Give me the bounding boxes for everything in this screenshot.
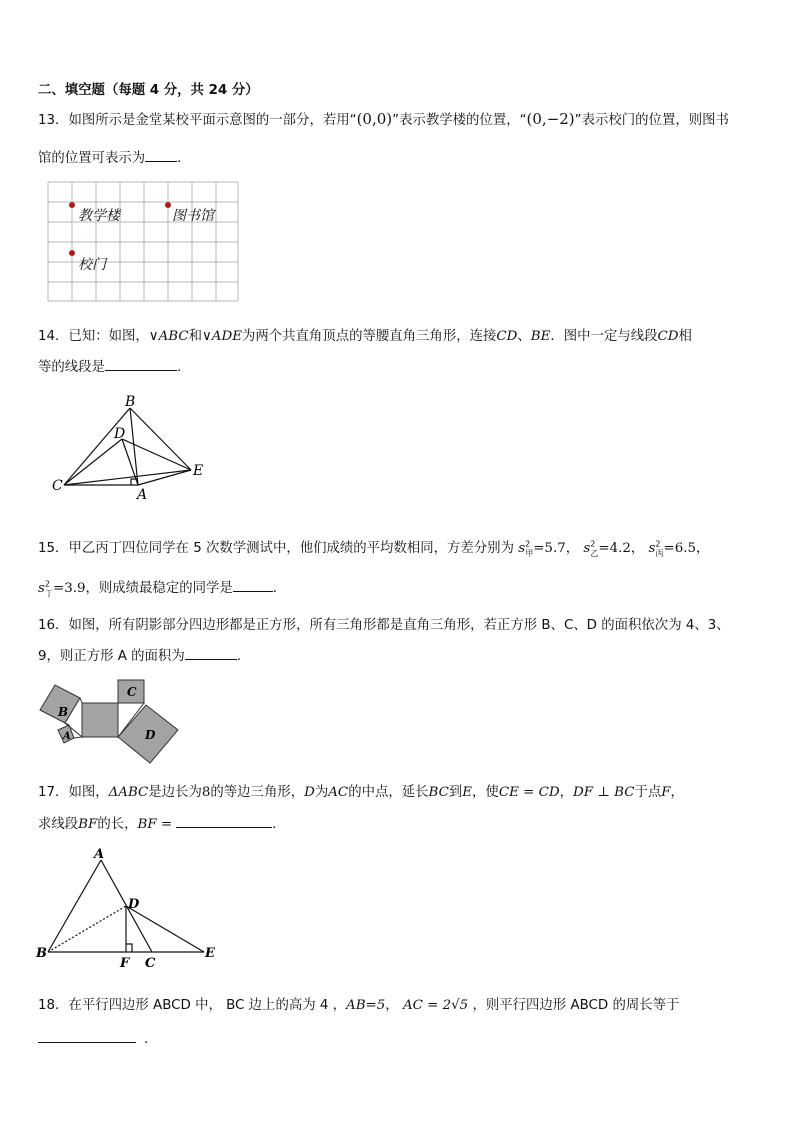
q17-label-f: F [120, 956, 130, 970]
q16-end: . [236, 649, 241, 664]
q14-text: 和 [188, 329, 202, 344]
q13-coord1: (0,0) [356, 110, 393, 128]
q15-answer-blank[interactable] [233, 579, 273, 592]
q14-label-c: C [52, 478, 63, 494]
q14-text: 已知：如图， [68, 329, 149, 344]
q16-label-b: B [58, 705, 69, 719]
q17-bc: BC [428, 785, 449, 800]
q17-eq2: DF ⊥ BC [572, 785, 635, 800]
q16-line2 [38, 645, 241, 664]
q15-line1: 15．甲乙丙丁四位同学在 5 次数学测试中，他们成绩的平均数相同，方差分别为 $s^2_甲=5.7$， $s^2_乙=4.2$， $s^2_丙=6.5$， [38, 539, 710, 558]
q16-line1 [38, 614, 730, 633]
q17-e: E [462, 785, 473, 800]
q17-text: 的长， [97, 817, 138, 832]
q14-text: 等的线段是 [38, 360, 105, 375]
q14-sep: 、 [517, 329, 531, 344]
q18-end: . [144, 1032, 149, 1047]
q17-text: 到 [448, 785, 463, 800]
q13-coord2: (0,−2) [526, 110, 575, 128]
q17-text: 如图， [68, 785, 109, 800]
q16-label-c: C [127, 685, 137, 699]
q15-line2 [38, 577, 277, 599]
q13-line2 [38, 147, 191, 166]
q18-ab: AB=5 [346, 998, 386, 1013]
q17-text: ， [559, 785, 573, 800]
q17-label-e: E [205, 946, 215, 961]
q17-f: F [661, 785, 671, 800]
q14-number: 14． [38, 329, 69, 344]
school-building-dot [69, 202, 75, 208]
q13-text: 馆的位置可表示为 [38, 151, 146, 166]
q14-label-b: B [125, 395, 136, 410]
q17-text: 求线段 [38, 817, 79, 832]
q18-line1 [38, 994, 679, 1013]
q15-end: . [272, 581, 278, 596]
q16-label-d: D [145, 728, 156, 742]
q14-seg-cd2: CD [657, 329, 679, 344]
center-square [82, 703, 118, 737]
q13-text: ”表示校门的位置，则图书 [574, 113, 729, 128]
q14-seg-cd: CD [496, 329, 518, 344]
q16-squares-figure [38, 677, 188, 769]
q18-line2 [38, 1030, 148, 1047]
label-school-gate: 校门 [78, 257, 106, 273]
q16-text: 9，则正方形 A 的面积为 [38, 649, 185, 664]
q17-label-b: B [36, 946, 47, 961]
q15-text: 甲乙丙丁四位同学在 5 次数学测试中，他们成绩的平均数相同，方差分别为 [68, 541, 514, 556]
q14-line1 [38, 325, 692, 344]
q16-answer-blank[interactable] [185, 647, 237, 660]
q14-triangle1: ∨ABC [148, 329, 189, 344]
q17-text: 为 [314, 785, 329, 800]
q17-bf: BF [78, 817, 98, 832]
q17-text: 是边长为 [148, 785, 202, 800]
q17-line2 [38, 813, 276, 832]
q14-triangle2: ∨ADE [201, 329, 242, 344]
q17-bf-eq: BF = [137, 817, 173, 832]
q17-triangle: ΔABC [108, 785, 149, 800]
q17-answer-blank[interactable] [176, 815, 272, 828]
q18-ac: AC = 2√5 [402, 998, 469, 1013]
q13-answer-blank[interactable] [145, 149, 177, 162]
q14-seg-be: BE [530, 329, 551, 344]
q13-number: 13． [38, 113, 69, 128]
q14-line2 [38, 356, 181, 375]
q14-text: ．图中一定与线段 [550, 329, 658, 344]
q14-label-e: E [193, 463, 204, 479]
q18-answer-blank[interactable] [38, 1030, 136, 1043]
q13-text: 如图所示是金堂某校平面示意图的一部分，若用“ [68, 113, 357, 128]
q15-var-jia: $s^2_甲=5.7$ [518, 539, 566, 558]
q17-label-c: C [145, 956, 156, 970]
q16-label-a: A [63, 731, 71, 742]
q15-text: ，则成绩最稳定的同学是 [85, 581, 233, 596]
q18-text: 在平行四边形 ABCD 中， BC 边上的高为 4 ， [68, 998, 347, 1013]
q14-label-d: D [114, 426, 126, 442]
q16-text: 如图，所有阴影部分四边形都是正方形，所有三角形都是直角三角形，若正方形 B、C、D 的面积依次为 4、3、 [68, 618, 730, 633]
q18-text: ，则平行四边形 ABCD 的周长等于 [472, 998, 680, 1013]
q17-text: ，使 [472, 785, 499, 800]
q14-answer-blank[interactable] [105, 358, 177, 371]
q18-comma: ， [385, 998, 399, 1013]
q13-grid-figure [44, 180, 240, 304]
q17-ac: AC [328, 785, 349, 800]
q17-text: 的中点，延长 [348, 785, 429, 800]
q17-line1 [38, 781, 684, 800]
q17-side: 8 [201, 785, 211, 800]
school-gate-dot [69, 250, 75, 256]
q14-text: 为两个共直角顶点的等腰直角三角形，连接 [241, 329, 497, 344]
q17-eq1: CE = CD [498, 785, 560, 800]
q17-label-d: D [128, 897, 140, 912]
q17-text: 的等边三角形， [210, 785, 305, 800]
q13-end: ． [177, 151, 191, 166]
label-library: 图书馆 [172, 208, 214, 224]
q14-triangles-figure [48, 395, 218, 503]
q15-var-bing: $s^2_丙=6.5$ [648, 539, 696, 558]
q14-label-a: A [137, 487, 148, 503]
q15-var-ding: $s^2_丁=3.9$ [38, 579, 86, 598]
q13-line1 [38, 109, 729, 128]
q17-label-a: A [94, 847, 105, 862]
q17-text: ， [670, 785, 684, 800]
q17-triangle-figure [34, 846, 224, 970]
q15-var-yi: $s^2_乙=4.2$ [583, 539, 631, 558]
q13-text: ”表示教学楼的位置，“ [392, 113, 527, 128]
library-dot [165, 202, 171, 208]
q17-end: . [272, 817, 277, 832]
q14-text: 相 [678, 329, 692, 344]
q14-end: . [176, 360, 182, 375]
q18-number: 18． [38, 998, 69, 1013]
label-school-building: 教学楼 [78, 208, 120, 224]
q17-number: 17． [38, 785, 69, 800]
q15-number: 15． [38, 541, 69, 556]
q17-d: D [304, 785, 315, 800]
q16-number: 16． [38, 618, 69, 633]
section-heading: 二、填空题（每题 4 分，共 24 分） [38, 83, 259, 98]
q17-text: 于点 [634, 785, 662, 800]
